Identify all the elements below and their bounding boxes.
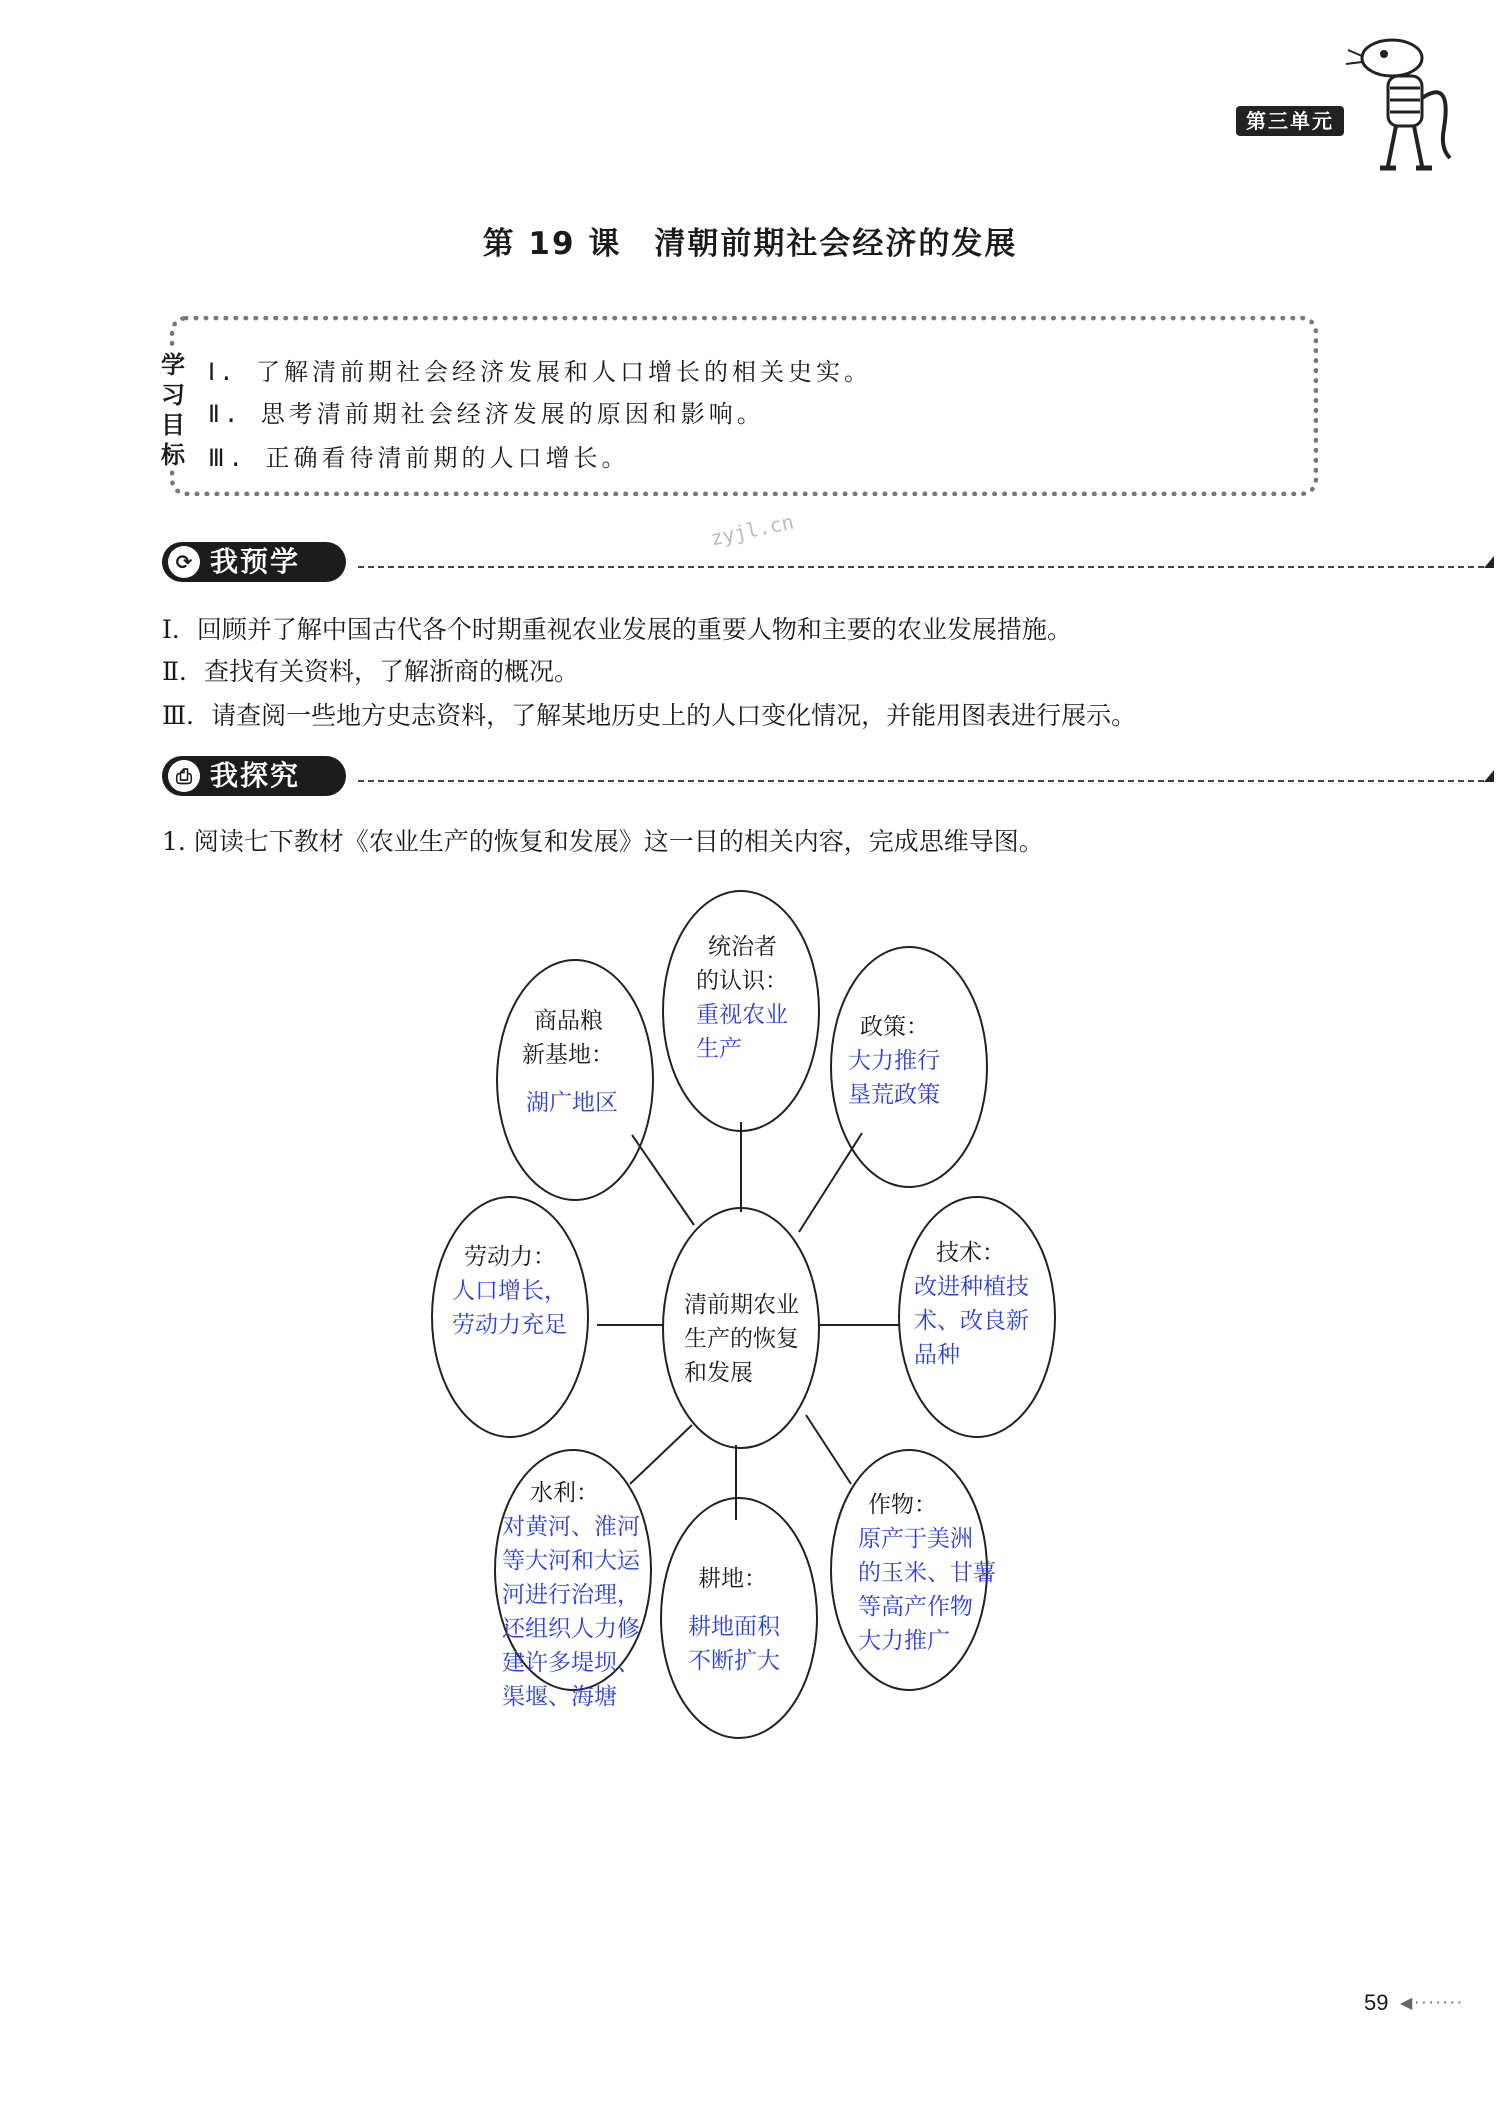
objective-item: Ⅰ. 了解清前期社会经济发展和人口增长的相关史实。	[208, 358, 872, 386]
objective-item: Ⅲ. 正确看待清前期的人口增长。	[208, 444, 630, 472]
preview-item: Ⅱ．查找有关资料，了解浙商的概况。	[162, 657, 579, 686]
node-tech-text: 技术： 改进种植技 术、改良新 品种	[914, 1240, 1029, 1368]
node-water-text: 水利： 对黄河、淮河 等大河和大运 河进行治理， 还组织人力修 建许多堤坝、 渠堰、海塘	[502, 1480, 640, 1710]
printer-icon: ⎙	[168, 760, 200, 792]
node-labor-text: 劳动力： 人口增长， 劳动力充足	[452, 1244, 567, 1338]
explore-question: 1. 阅读七下教材《农业生产的恢复和发展》这一目的相关内容，完成思维导图。	[162, 827, 1044, 856]
watermark: zyjl.cn	[708, 509, 796, 551]
node-policy-text: 政策： 大力推行 垦荒政策	[848, 1014, 940, 1108]
objectives-label: 学 习 目 标	[158, 350, 188, 470]
connector-crops	[806, 1415, 851, 1484]
lesson-title: 第 19 课 清朝前期社会经济的发展	[482, 226, 1018, 262]
connector-policy	[799, 1133, 862, 1232]
connector-grain	[632, 1135, 694, 1225]
cycle-icon: ⟳	[168, 546, 200, 578]
node-crops-text: 作物： 原产于美洲 的玉米、甘薯 等高产作物 大力推广	[858, 1492, 996, 1654]
objective-item: Ⅱ. 思考清前期社会经济发展的原因和影响。	[208, 400, 765, 428]
preview-item: Ⅲ．请查阅一些地方史志资料，了解某地历史上的人口变化情况，并能用图表进行展示。	[162, 701, 1137, 730]
page-number-dots: ◀·······	[1400, 1993, 1464, 2012]
center-label: 清前期农业 生产的恢复 和发展	[684, 1292, 799, 1386]
preview-item: Ⅰ．回顾并了解中国古代各个时期重视农业发展的重要人物和主要的农业发展措施。	[162, 615, 1072, 644]
unit-badge: 第三单元	[1236, 106, 1344, 136]
section-heading: 我预学	[210, 545, 301, 578]
node-rulers-text: 统治者 的认识： 重视农业 生产	[696, 934, 788, 1062]
page-number: 59	[1364, 1990, 1389, 2015]
node-grain-text: 商品粮 新基地： 湖广地区	[522, 1008, 618, 1116]
section-heading: 我探究	[210, 759, 301, 792]
node-farmland-text: 耕地： 耕地面积 不断扩大	[688, 1566, 780, 1674]
